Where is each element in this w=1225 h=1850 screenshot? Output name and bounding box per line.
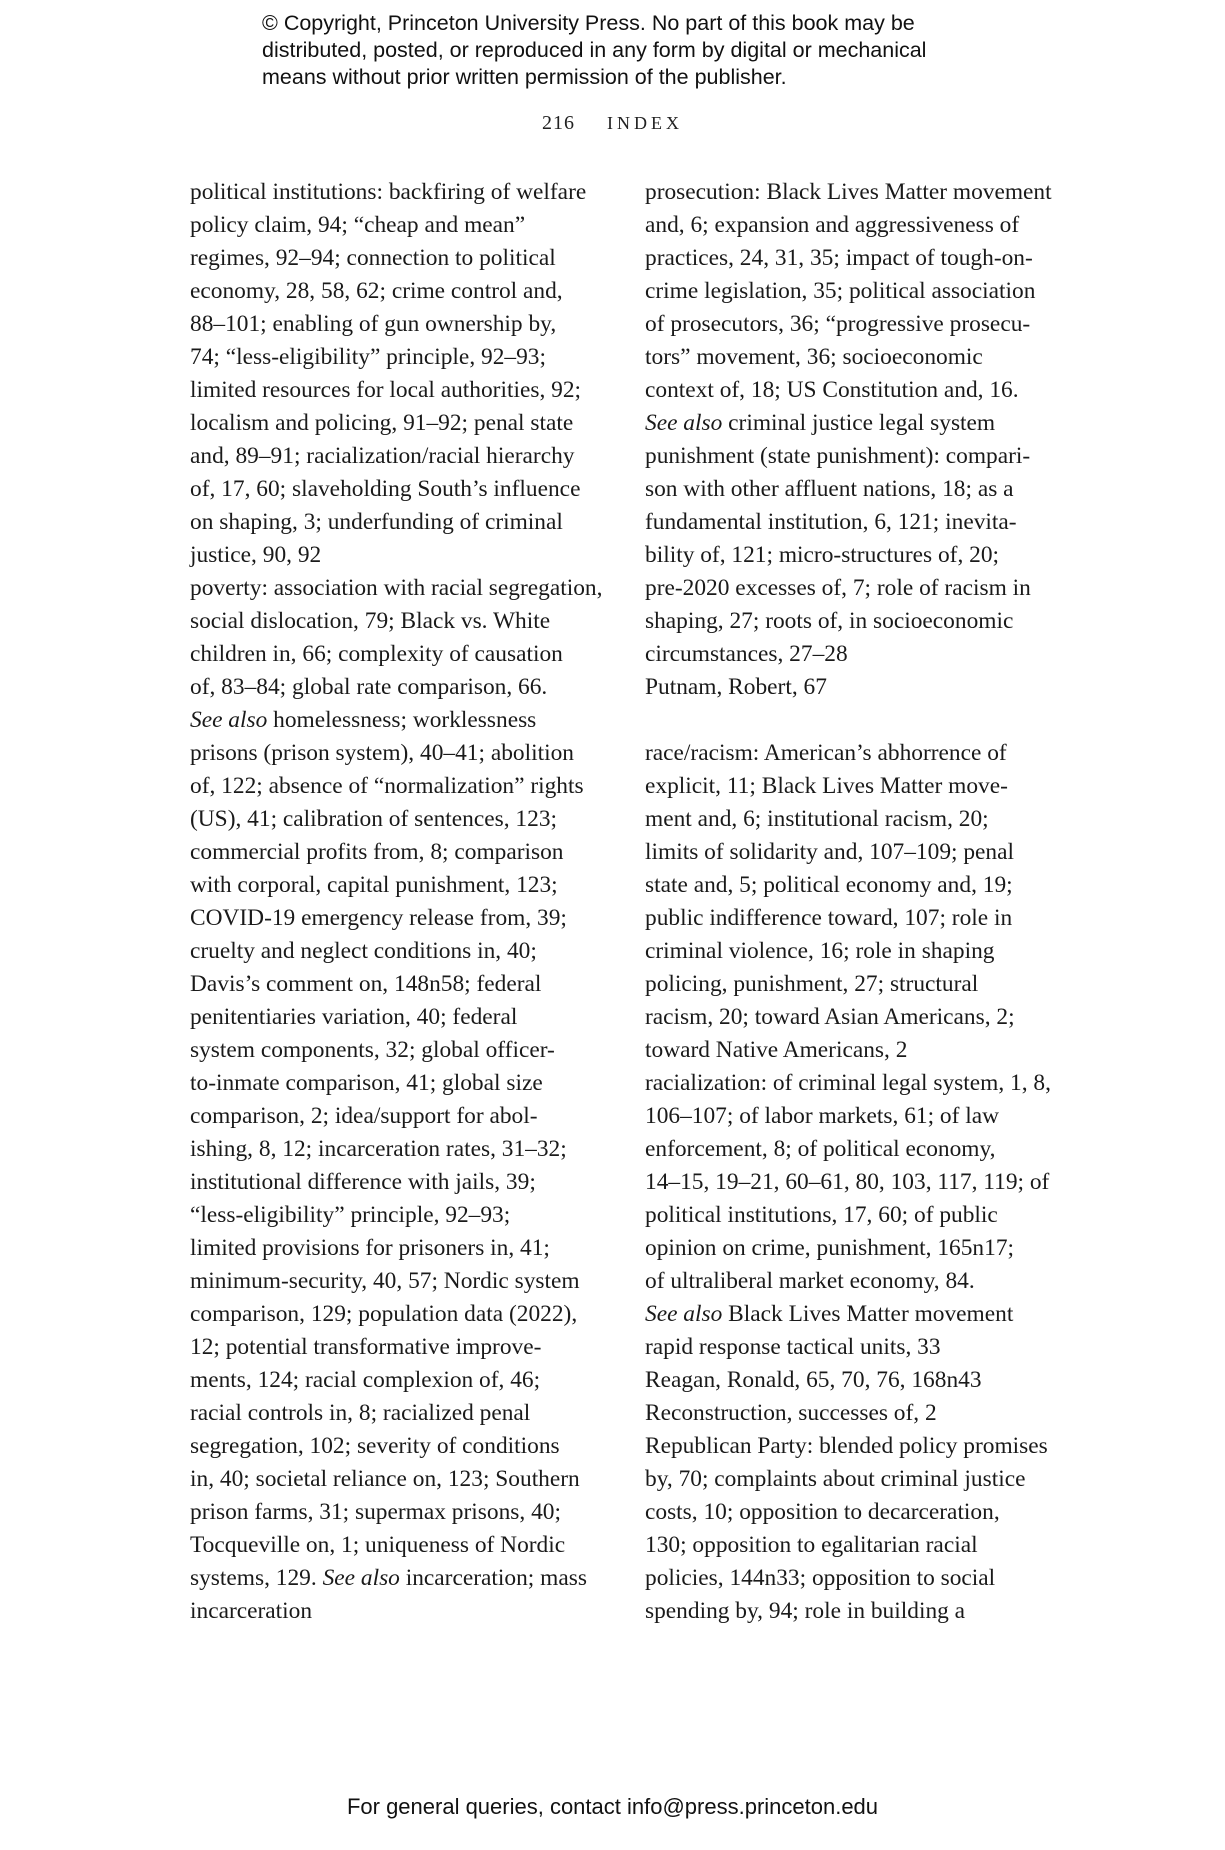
index-entry <box>645 1067 1095 1331</box>
index-entry-line: pre-2020 excesses of, 7; role of racism in <box>645 575 1031 601</box>
index-entry-line: on shaping, 3; underfunding of criminal <box>190 509 563 535</box>
index-entry-line: racism, 20; toward Asian Americans, 2; <box>645 1004 1015 1030</box>
index-entry-line: cruelty and neglect conditions in, 40; <box>190 938 537 964</box>
page-number: 216 <box>542 112 575 134</box>
index-entry-line: system components, 32; global officer- <box>190 1037 555 1063</box>
index-entry-line: regimes, 92–94; connection to political <box>190 245 556 271</box>
see-also-line <box>190 704 610 737</box>
index-entry-line: 14–15, 19–21, 60–61, 80, 103, 117, 119; of <box>645 1169 1050 1195</box>
index-entry <box>190 572 610 737</box>
index-entry-line: “less-eligibility” principle, 92–93; <box>190 1202 511 1228</box>
index-entry-line: and, 89–91; racialization/racial hierarchy <box>190 443 575 469</box>
index-entry <box>645 671 1095 704</box>
index-entry-line: Republican Party: blended policy promises <box>645 1433 1048 1459</box>
index-entry-line: prosecution: Black Lives Matter movement <box>645 179 1052 205</box>
index-column-left <box>190 176 610 1628</box>
index-entry-line: race/racism: American’s abhorrence of <box>645 740 1007 766</box>
see-also-targets: homelessness; worklessness <box>267 707 537 733</box>
index-entry-line: rapid response tactical units, 33 <box>645 1334 941 1360</box>
index-entry-line: 74; “less-eligibility” principle, 92–93; <box>190 344 546 370</box>
index-entry-line: shaping, 27; roots of, in socioeconomic <box>645 608 1014 634</box>
index-entry-line: fundamental institution, 6, 121; inevita- <box>645 509 1017 535</box>
see-also-label: See also <box>190 707 268 733</box>
index-entry-line: son with other affluent nations, 18; as a <box>645 476 1014 502</box>
see-also-line <box>190 1595 610 1628</box>
footer-contact: For general queries, contact info@press.princeton.edu <box>346 1794 879 1819</box>
see-also-prefix: incarceration <box>190 1598 313 1624</box>
index-entry-line: explicit, 11; Black Lives Matter move- <box>645 773 1008 799</box>
index-entry <box>645 176 1095 440</box>
index-entry-line: limits of solidarity and, 107–109; penal <box>645 839 1015 865</box>
index-entry-line: commercial profits from, 8; comparison <box>190 839 564 865</box>
section-title: INDEX <box>607 113 683 133</box>
index-entry-line: opinion on crime, punishment, 165n17; <box>645 1235 1015 1261</box>
index-entry-line: Davis’s comment on, 148n58; federal <box>190 971 542 997</box>
index-entry-line: poverty: association with racial segregation, <box>190 575 603 601</box>
index-entry-line: penitentiaries variation, 40; federal <box>190 1004 518 1030</box>
index-entry-line: economy, 28, 58, 62; crime control and, <box>190 278 563 304</box>
index-entry <box>190 737 610 1628</box>
index-entry-line: Reagan, Ronald, 65, 70, 76, 168n43 <box>645 1367 982 1393</box>
index-entry-line: 88–101; enabling of gun ownership by, <box>190 311 557 337</box>
index-entry <box>190 176 610 572</box>
index-entry-line: comparison, 2; idea/support for abol- <box>190 1103 538 1129</box>
index-entry-line: policing, punishment, 27; structural <box>645 971 979 997</box>
index-entry-line: policy claim, 94; “cheap and mean” <box>190 212 526 238</box>
index-entry-line: state and, 5; political economy and, 19; <box>645 872 1013 898</box>
index-entry-line: political institutions: backfiring of welfare <box>190 179 587 205</box>
copyright-line: © Copyright, Princeton University Press. No part of this book may be <box>262 11 915 35</box>
index-entry-line: social dislocation, 79; Black vs. White <box>190 608 551 634</box>
index-entry <box>645 1331 1095 1364</box>
index-entry-line: criminal violence, 16; role in shaping <box>645 938 995 964</box>
index-entry-line: racialization: of criminal legal system, 1, 8, <box>645 1070 1051 1096</box>
index-entry-line: of, 83–84; global rate comparison, 66. <box>190 674 548 700</box>
index-entry-line: in, 40; societal reliance on, 123; Southern <box>190 1466 580 1492</box>
index-entry-line: policies, 144n33; opposition to social <box>645 1565 996 1591</box>
index-entry-line: punishment (state punishment): compari- <box>645 443 1031 469</box>
index-entry-line: Putnam, Robert, 67 <box>645 674 827 700</box>
index-entry-line: costs, 10; opposition to decarceration, <box>645 1499 1000 1525</box>
index-entry-line: context of, 18; US Constitution and, 16. <box>645 377 1019 403</box>
see-also-targets: incarceration; mass <box>399 1565 587 1591</box>
index-entry-line: 130; opposition to egalitarian racial <box>645 1532 978 1558</box>
index-entry-line: spending by, 94; role in building a <box>645 1598 966 1624</box>
index-entry <box>645 737 1095 1067</box>
index-entry-line: localism and policing, 91–92; penal state <box>190 410 574 436</box>
see-also-label: See also <box>322 1565 400 1591</box>
index-entry-line: 106–107; of labor markets, 61; of law <box>645 1103 1000 1129</box>
index-entry-line: justice, 90, 92 <box>190 542 322 568</box>
index-entry-line: ments, 124; racial complexion of, 46; <box>190 1367 541 1393</box>
index-entry-line: with corporal, capital punishment, 123; <box>190 872 558 898</box>
index-entry-line: minimum-security, 40, 57; Nordic system <box>190 1268 580 1294</box>
index-entry-line: segregation, 102; severity of conditions <box>190 1433 560 1459</box>
index-entry-line: bility of, 121; micro-structures of, 20; <box>645 542 1000 568</box>
index-entry-line: comparison, 129; population data (2022), <box>190 1301 578 1327</box>
index-entry-line: of ultraliberal market economy, 84. <box>645 1268 975 1294</box>
index-entry-line: toward Native Americans, 2 <box>645 1037 908 1063</box>
see-also-targets: Black Lives Matter movement <box>722 1301 1014 1327</box>
index-entry-line: children in, 66; complexity of causation <box>190 641 563 667</box>
index-entry-line: Tocqueville on, 1; uniqueness of Nordic <box>190 1532 566 1558</box>
running-head <box>0 112 1225 135</box>
index-entry-line: of, 122; absence of “normalization” rights <box>190 773 584 799</box>
index-entry <box>645 440 1095 671</box>
see-also-label: See also <box>645 1301 723 1327</box>
index-entry-line: Reconstruction, successes of, 2 <box>645 1400 937 1426</box>
see-also-prefix: systems, 129. <box>190 1565 323 1591</box>
index-entry-line: prisons (prison system), 40–41; abolition <box>190 740 574 766</box>
index-entry-line: ishing, 8, 12; incarceration rates, 31–32; <box>190 1136 567 1162</box>
index-entry-line: public indifference toward, 107; role in <box>645 905 1013 931</box>
index-entry-line: by, 70; complaints about criminal justice <box>645 1466 1026 1492</box>
see-also-line <box>645 1298 1095 1331</box>
index-entry-line: COVID-19 emergency release from, 39; <box>190 905 567 931</box>
index-entry-line: prison farms, 31; supermax prisons, 40; <box>190 1499 561 1525</box>
index-entry-line: crime legislation, 35; political association <box>645 278 1036 304</box>
see-also-label: See also <box>645 410 723 436</box>
index-entry-line: limited provisions for prisoners in, 41; <box>190 1235 550 1261</box>
index-entry-line: institutional difference with jails, 39; <box>190 1169 536 1195</box>
index-entry-line: of, 17, 60; slaveholding South’s influence <box>190 476 581 502</box>
index-entry-line: circumstances, 27–28 <box>645 641 848 667</box>
see-also-targets: criminal justice legal system <box>722 410 996 436</box>
copyright-line: distributed, posted, or reproduced in any form by digital or mechanical <box>262 38 927 62</box>
see-also-line <box>190 1562 610 1595</box>
index-entry-line: to-inmate comparison, 41; global size <box>190 1070 543 1096</box>
index-entry <box>645 1430 1095 1628</box>
index-entry-line: 12; potential transformative improve- <box>190 1334 542 1360</box>
index-entry-line: racial controls in, 8; racialized penal <box>190 1400 531 1426</box>
index-entry-line: of prosecutors, 36; “progressive prosecu- <box>645 311 1031 337</box>
index-entry <box>645 1364 1095 1397</box>
index-entry-line: ment and, 6; institutional racism, 20; <box>645 806 989 832</box>
index-entry-line: limited resources for local authorities, 92; <box>190 377 582 403</box>
see-also-line <box>645 407 1095 440</box>
index-entry-line: enforcement, 8; of political economy, <box>645 1136 996 1162</box>
copyright-line: means without prior written permission of the publisher. <box>262 65 787 89</box>
index-entry <box>645 1397 1095 1430</box>
index-entry-line: (US), 41; calibration of sentences, 123; <box>190 806 558 832</box>
copyright-notice <box>262 10 1022 91</box>
index-column-right <box>645 176 1065 1628</box>
index-entry-line: political institutions, 17, 60; of public <box>645 1202 998 1228</box>
index-entry-line: tors” movement, 36; socioeconomic <box>645 344 983 370</box>
index-entry-line: practices, 24, 31, 35; impact of tough-on- <box>645 245 1033 271</box>
index-entry-line: and, 6; expansion and aggressiveness of <box>645 212 1020 238</box>
